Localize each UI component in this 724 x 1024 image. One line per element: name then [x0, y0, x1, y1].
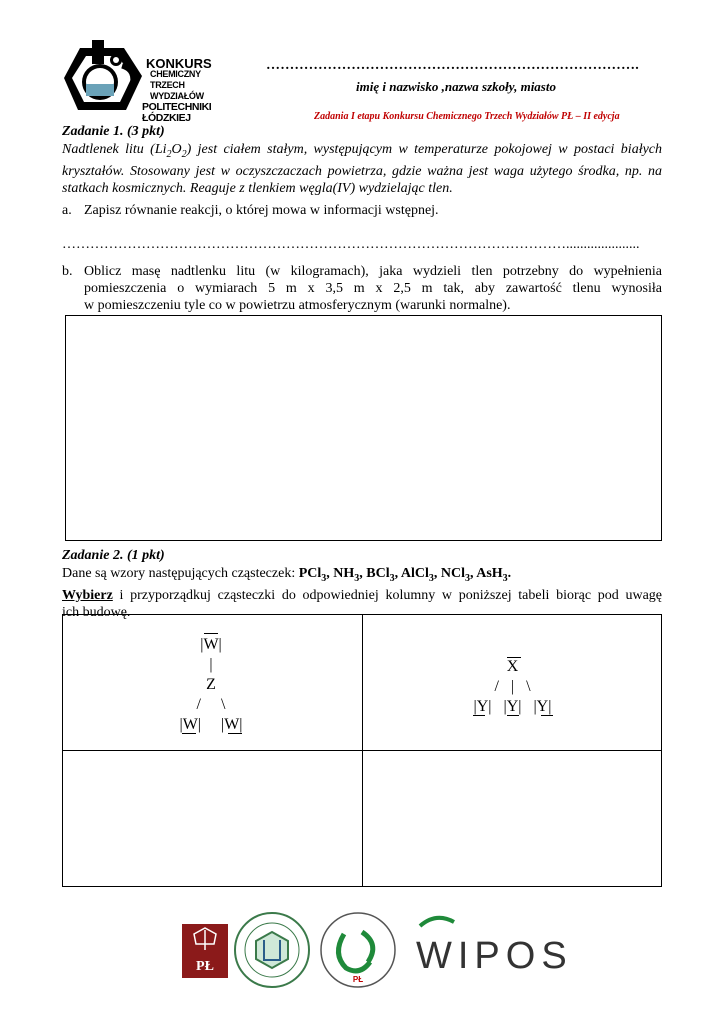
wipos-wordmark: WIPOS	[416, 935, 573, 977]
wipos-logo-icon	[416, 918, 573, 977]
task1-intro-line: kryształów. Stosowany jest w oczyszczaczach powietrza, gdzie ważna jest waga użytego środka, np. na	[62, 163, 662, 179]
pl-emblem-icon	[182, 924, 228, 978]
task1-intro	[62, 141, 662, 197]
task1-a-marker: a.	[62, 203, 72, 218]
task1-a-answer-line[interactable]: ……………………………………………………………………………………………….....................	[62, 237, 640, 252]
task1-b-text	[84, 263, 662, 314]
task2-heading: Zadanie 2. (1 pkt)	[62, 548, 165, 563]
molecule-formula: AsH	[476, 566, 503, 581]
molecule-formula: BCl	[366, 566, 390, 581]
answer-cell-left[interactable]	[63, 751, 363, 887]
chemistry-faculty-seal-icon	[235, 913, 309, 987]
table-header-cell	[362, 615, 662, 751]
task1-b-line: pomieszczenia o wymiarach 5 m x 3,5 m x 2,5 m tak, aby zawartość tlenu wynosiła	[84, 281, 662, 296]
task2-instruction-line: ich budowę.	[62, 604, 131, 620]
wybierz-keyword: Wybierz	[62, 587, 113, 603]
answer-cell-right[interactable]	[362, 751, 662, 887]
task1-b-line: Oblicz masę nadtlenku litu (w kilogramach), jaka wydzieli tlen potrzebny do wypełnienia	[84, 264, 662, 279]
task2-instruction-line: Wybierz i przyporządkuj cząsteczki do odpowiedniej kolumny w poniższej tabeli biorąc pod uwagę	[62, 587, 662, 603]
task1-answer-box[interactable]	[65, 315, 662, 541]
task1-intro-line: Nadtlenek litu $(Li_2O_2)$ jest ciałem stałym, występującym w temperaturze pokojowej w postaci białych	[62, 142, 663, 160]
task1-intro-line: statkach kosmicznych. Reaguje z tlenkiem węgla(IV) wydzielając tlen.	[62, 180, 453, 196]
struct-bonds: / \	[196, 696, 226, 713]
pl-mark: PŁ	[196, 959, 214, 974]
struct-bottom-atoms: |W| |W|	[179, 716, 243, 733]
structure-xy3	[363, 615, 662, 750]
flask-logo-icon	[62, 40, 146, 118]
molecule-formula: NH	[333, 566, 355, 581]
footer-logos	[180, 910, 573, 990]
molecule-formula: PCl	[298, 566, 322, 581]
task1-b-marker: b.	[62, 264, 73, 279]
logo-line: WYDZIAŁÓW	[150, 91, 204, 101]
logo-line: TRZECH	[150, 80, 185, 90]
name-field-label: imię i nazwisko ,nazwa szkoły, miasto	[356, 79, 556, 94]
table-header-cell	[63, 615, 363, 751]
task2-formula-line: Dane są wzory następujących cząsteczek: PCl$_3$, $NH_3$, BCl$_3$, AlCl$_3$, NCl$_3$, AsH$_3$.	[62, 566, 512, 584]
struct-bond: |	[209, 656, 213, 673]
task2-intro	[62, 565, 662, 621]
seal2-mark: PŁ	[352, 975, 364, 984]
logo-line: POLITECHNIKI ŁÓDZKIEJ	[142, 101, 212, 124]
struct-top-atom: |W|	[200, 636, 222, 653]
struct-bonds: / | \	[494, 678, 531, 695]
biotechnology-faculty-seal-icon	[321, 913, 395, 987]
molecule-formula: AlCl	[400, 566, 429, 581]
task1-b-line: w pomieszczeniu tyle co w powietrzu atmosferycznym (warunki normalne).	[84, 298, 511, 313]
edition-title: Zadania I etapu Konkursu Chemicznego Trzech Wydziałów PŁ – II edycja	[314, 111, 620, 122]
classification-table	[62, 614, 662, 887]
name-field-dots[interactable]: …………………………………………………………………….	[266, 58, 639, 73]
molecule-formula: NCl	[440, 566, 465, 581]
contest-logo	[62, 40, 254, 124]
struct-bottom-atoms: |Y| |Y| |Y|	[473, 698, 552, 715]
logo-line: CHEMICZNY	[150, 69, 201, 79]
struct-central-atom: Z	[206, 676, 216, 693]
logo-text	[142, 56, 254, 124]
partner-logos	[180, 910, 573, 990]
task1-a-text: Zapisz równanie reakcji, o której mowa w informacji wstępnej.	[84, 203, 439, 218]
task1-heading: Zadanie 1. (3 pkt)	[62, 124, 165, 139]
struct-central-atom: X	[506, 658, 519, 675]
logo-line: KONKURS	[146, 56, 212, 71]
structure-zw3	[63, 615, 362, 750]
